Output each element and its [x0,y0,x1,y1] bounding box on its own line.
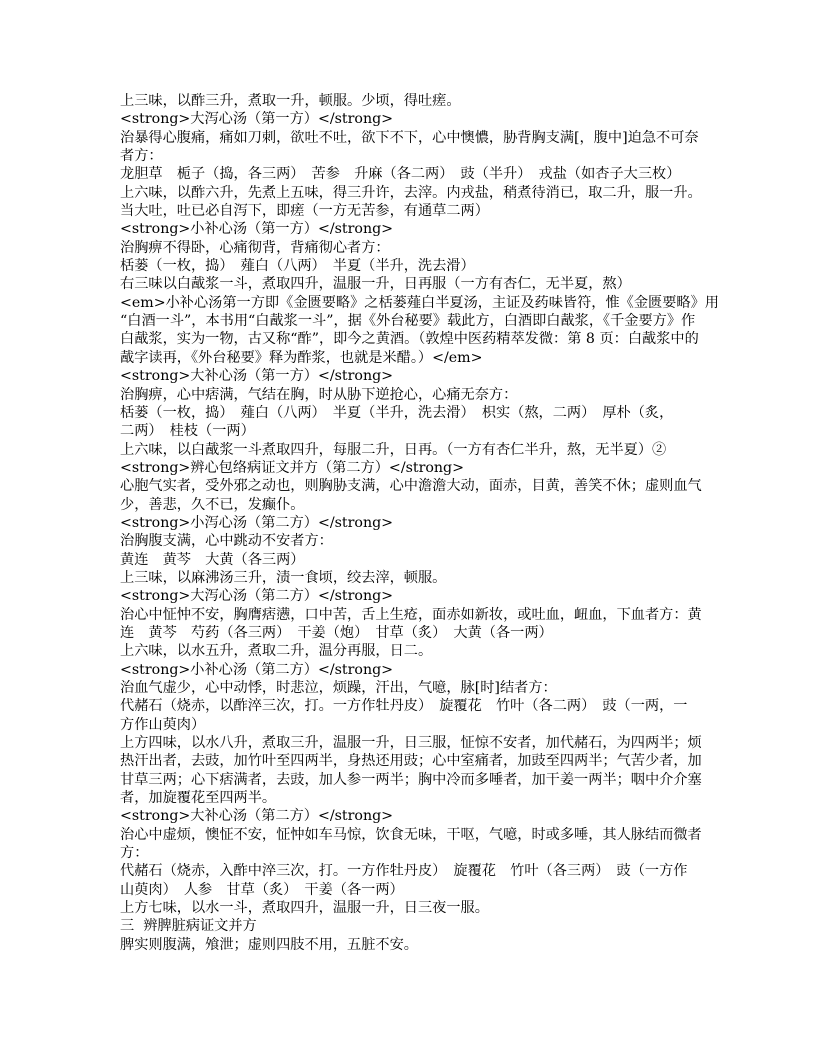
text-line: 栝蒌（一枚，捣） 薤白（八两） 半夏（半升，洗去滑） 枳实（熬，二两） 厚朴（炙， [120,404,674,421]
text-line: 治胸痹，心中痞满，气结在胸，时从胁下逆抢心，心痛无奈方： [120,386,518,403]
text-line: 三 辨脾脏病证文并方 [120,918,257,935]
text-line: 龙胆草 栀子（捣，各三两） 苦参 升麻（各二两） 豉（半升） 戎盐（如杏子大三枚） [120,166,681,183]
text-line: “白酒一斗”，本书用“白酨浆一斗”，据《外台秘要》载此方，白酒即白酨浆，《千金要方》作 [120,313,696,330]
text-line: 上三味，以酢三升，煮取一升，顿服。少顷，得吐瘥。 [120,93,461,109]
text-line: 上六味，以酢六升，先煮上五味，得三升许，去滓。内戎盐，稍煮待消已，取二升，服一升。 [120,184,702,201]
text-line: 上六味，以水五升，煮取二升，温分再服，日二。 [120,643,433,660]
text-line: 治心中怔忡不安，胸膺痞懑，口中苦，舌上生疮，面赤如新妆，或吐血，衄血，下血者方：黄 [120,606,702,623]
text-line: 白酨浆，实为一物，古又称“酢”，即今之黄酒。（敦煌中医药精萃发微：第 8 页：白酨浆中的 [120,331,699,348]
text-line: 连 黄芩 芍药（各三两） 干姜（炮） 甘草（炙） 大黄（各一两） [120,624,553,641]
text-line: 代赭石（烧赤，以酢淬三次，打。一方作牡丹皮） 旋覆花 竹叶（各二两） 豉（一两，一 [120,698,688,715]
text-line: 黄连 黄芩 大黄（各三两） [120,551,305,568]
text-line: 上六味，以白酨浆一斗煮取四升，每服二升，日再。（一方有杏仁半升，熬，无半夏）② [120,441,667,458]
text-line: <em>小补心汤第一方即《金匮要略》之栝蒌薤白半夏汤，主证及药味皆符，惟《金匮要略》用 [120,294,719,311]
text-line: <strong>大泻心汤（第一方）</strong> [120,111,394,128]
text-line: 甘草三两；心下痞满者，去豉，加人参一两半；胸中冷而多唾者，加干姜一两半；咽中介介塞 [120,771,702,788]
text-line: 心胞气实者，受外邪之动也，则胸胁支满，心中澹澹大动，面赤，目黄，善笑不休；虚则血气 [120,478,702,495]
text-line: 治胸痹不得卧，心痛彻背，背痛彻心者方： [120,239,390,256]
text-line: 山萸肉） 人参 甘草（炙） 干姜（各一两） [120,881,404,898]
text-line: <strong>小补心汤（第二方）</strong> [120,661,394,678]
text-line: <strong>小补心汤（第一方）</strong> [120,221,394,238]
text-line: 者，加旋覆花至四两半。 [120,790,277,807]
text-line: 栝蒌（一枚，捣） 薤白（八两） 半夏（半升，洗去滑） [120,258,475,275]
text-line: 治心中虚烦，懊怔不安，怔忡如车马惊，饮食无味，干呕，气噫，时或多唾，其人脉结而微者 [120,826,702,843]
text-line: 方作山萸肉） [120,716,206,733]
text-line: 上方七味，以水一斗，煮取四升，温服一升，日三夜一服。 [120,900,489,917]
text-line: 脾实则腹满，飧泄；虚则四肢不用，五脏不安。 [120,936,418,953]
text-line: 治血气虚少，心中动悸，时悲泣，烦躁，汗出，气噫，脉[时]结者方： [120,680,557,696]
text-line: 方： [120,845,149,862]
text-line: 右三味以白酨浆一斗，煮取四升，温服一升，日再服（一方有杏仁，无半夏，熬） [120,276,631,293]
text-line: 治暴得心腹痛，痛如刀刺，欲吐不吐，欲下不下，心中懊憹，胁背胸支满[，腹中]迫急不可奈 [120,129,699,146]
text-line: 代赭石（烧赤，入酢中淬三次，打。一方作牡丹皮） 旋覆花 竹叶（各三两） 豉（一方作 [120,863,688,880]
text-line: <strong>大泻心汤（第二方）</strong> [120,588,394,605]
text-line: <strong>大补心汤（第二方）</strong> [120,808,394,825]
text-line: 上三味，以麻沸汤三升，渍一食顷，绞去滓，顿服。 [120,569,447,586]
text-line: <strong>大补心汤（第一方）</strong> [120,368,394,385]
text-line: 热汗出者，去豉，加竹叶至四两半，身热还用豉；心中室痛者，加豉至四两半；气苦少者，加 [120,753,702,770]
text-line: 少，善悲，久不已，发癫仆。 [120,496,305,513]
text-line: 当大吐，吐已必自泻下，即瘥（一方无苦参，有通草二两） [120,203,489,220]
text-line: 酨字读再，《外台秘要》释为酢浆，也就是米醋。）</em> [120,349,483,366]
text-line: <strong>小泻心汤（第二方）</strong> [120,514,394,531]
text-line: 者方： [120,148,163,165]
document-text [120,92,719,954]
text-line: 治胸腹支满，心中跳动不安者方： [120,533,333,550]
text-line: <strong>辨心包络病证文并方（第二方）</strong> [120,459,465,476]
text-line: 上方四味，以水八升，煮取三升，温服一升，日三服，怔惊不安者，加代赭石，为四两半；烦 [120,735,702,752]
text-line: 二两） 桂枝（一两） [120,423,255,440]
